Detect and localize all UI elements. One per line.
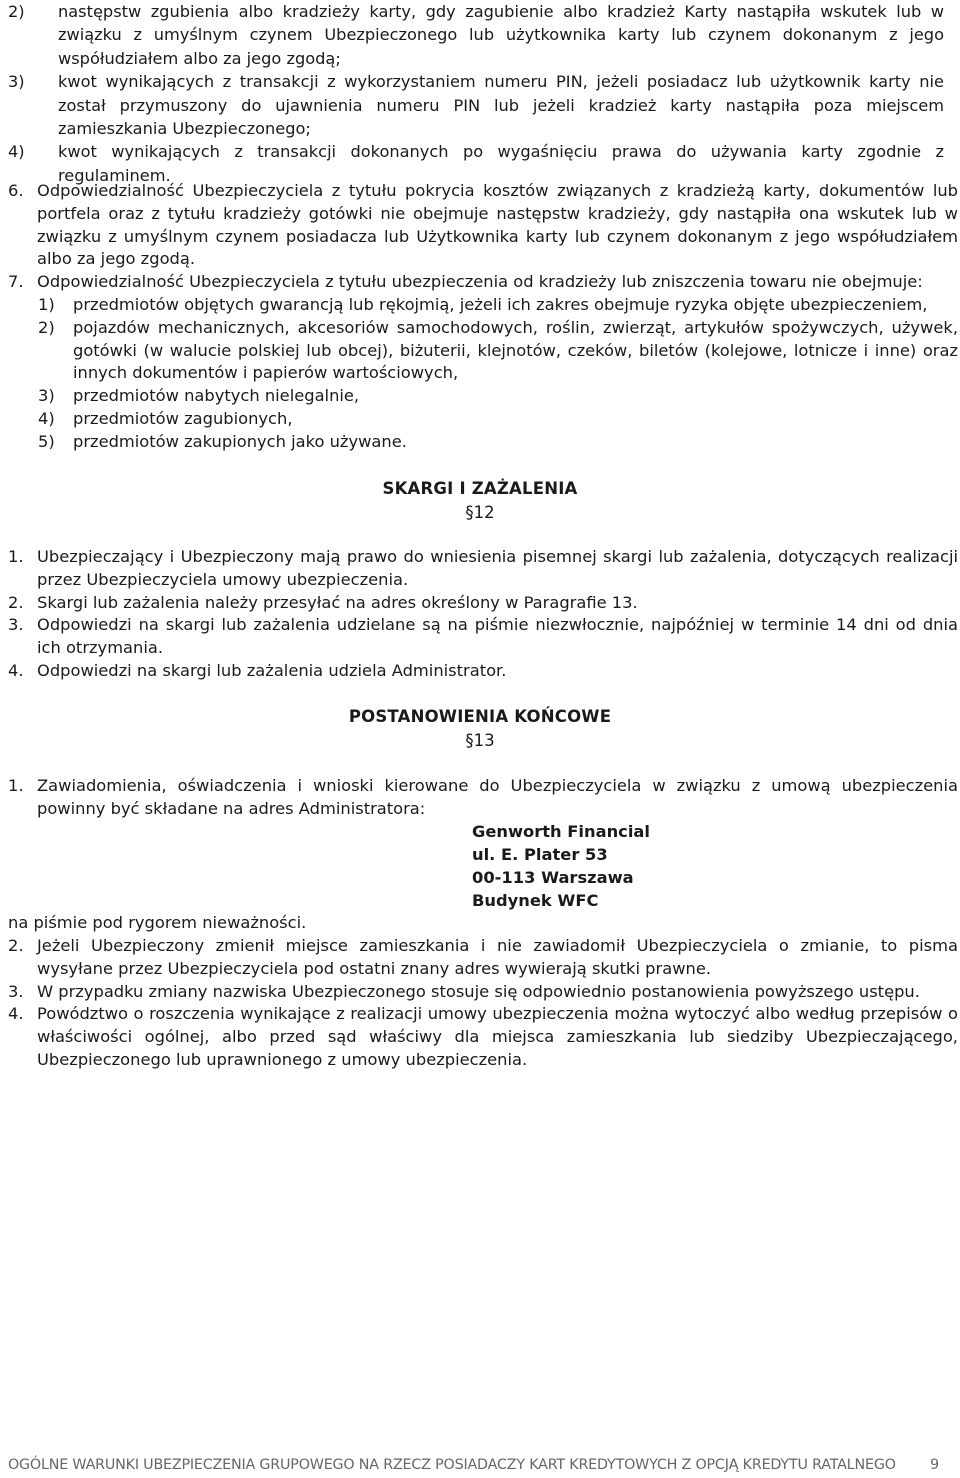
list-item: [8, 271, 958, 294]
item-number: 4.: [8, 1004, 24, 1024]
item-text: Skargi lub zażalenia należy przesyłać na adres określony w Paragrafie 13.: [37, 592, 638, 612]
address-line: ul. E. Plater 53: [472, 845, 608, 864]
item-number: 4.: [8, 660, 24, 680]
item-number: 5): [38, 431, 55, 451]
address-line: Genworth Financial: [472, 822, 650, 841]
item-text: przedmiotów objętych gwarancją lub rękojmią, jeżeli ich zakres obejmuje ryzyka objęte ubezpieczeniem,: [73, 295, 928, 314]
paragraph-number: §13: [465, 731, 495, 750]
list-item: [38, 317, 958, 385]
list-item: [8, 546, 958, 592]
item-text: Odpowiedzialność Ubezpieczyciela z tytułu pokrycia kosztów związanych z kradzieżą karty, dokumentów lub portfela oraz z tytułu kradzieży gotówki nie obejmuje następstw kradzieży, gdy nastąpiła ona wskutek lub w związku z umyślnym czynem posiadacza lub Użytkownika karty lub czynem dokonanym z jego współudziałem albo za jego zgodą.: [37, 181, 958, 269]
item-text: przedmiotów zagubionych,: [73, 408, 293, 428]
item-text: Jeżeli Ubezpieczony zmienił miejsce zamieszkania i nie zawiadomił Ubezpieczyciela o zmianie, to pisma wysyłane przez Ubezpieczyciela pod ostatni znany adres wywierają skutki prawne.: [37, 936, 958, 978]
section-12-list: [8, 546, 958, 683]
item-number: 3.: [8, 615, 24, 635]
item-number: 4): [38, 408, 55, 428]
page-number: 9: [930, 1457, 940, 1473]
list-item: [38, 431, 958, 454]
item-number: 2): [8, 2, 25, 21]
item-text: Odpowiedzi na skargi lub zażalenia udzielane są na piśmie niezwłocznie, najpóźniej w terminie 14 dni od dnia ich otrzymania.: [37, 615, 958, 658]
item-number: 2.: [8, 936, 24, 955]
item-number: 7.: [8, 272, 24, 291]
item-number: 6.: [8, 181, 24, 200]
item-number: 1.: [8, 547, 24, 566]
item-text: przedmiotów zakupionych jako używane.: [73, 431, 407, 451]
item-number: 2): [38, 317, 55, 337]
point-6: [8, 180, 958, 271]
item-text: W przypadku zmiany nazwiska Ubezpieczonego stosuje się odpowiednio postanowienia powyższego ustępu.: [37, 981, 920, 1001]
list-item: [8, 935, 958, 981]
point-7-sublist: [38, 294, 958, 454]
page-footer: [0, 1453, 960, 1478]
section-13-list: [8, 935, 958, 1072]
section-title: SKARGI I ZAŻALENIA: [382, 479, 578, 498]
item-number: 3): [38, 386, 55, 406]
item-text: Odpowiedzi na skargi lub zażalenia udziela Administrator.: [37, 660, 507, 680]
address-line: 00-113 Warszawa: [472, 868, 634, 887]
item-text: pojazdów mechanicznych, akcesoriów samochodowych, roślin, zwierząt, artykułów spożywczych, używek, gotówki (w walucie polskiej lub obcej), biżuterii, klejnotów, czeków, biletów (kolejowe, lotnicze i inne) oraz innych dokumentów i papierów wartościowych,: [73, 317, 958, 383]
list-item: [38, 385, 958, 408]
item-number: 3.: [8, 981, 24, 1001]
item-text: kwot wynikających z transakcji z wykorzystaniem numeru PIN, jeżeli posiadacz lub użytkownik karty nie został przymuszony do ujawnienia numeru PIN lub jeżeli kradzież karty nastąpiła poza miejscem zamieszkania Ubezpieczonego;: [58, 72, 944, 139]
list-item: [8, 1003, 958, 1071]
item-number: 1): [38, 295, 55, 314]
item-text: Ubezpieczający i Ubezpieczony mają prawo do wniesienia pisemnej skargi lub zażalenia, dotyczących realizacji przez Ubezpieczyciela umowy ubezpieczenia.: [37, 547, 958, 589]
administrator-address: [472, 820, 650, 912]
section-title: POSTANOWIENIA KOŃCOWE: [348, 707, 612, 726]
item-text: Powództwo o roszczenia wynikające z realizacji umowy ubezpieczenia można wytoczyć albo według przepisów o właściwości ogólnej, albo przed sąd właściwy dla miejsca zamieszkania lub siedziby Ubezpieczającego, Ubezpieczonego lub uprawnionego z umowy ubezpieczenia.: [37, 1004, 958, 1069]
list-item: [8, 70, 944, 140]
list-item: [8, 180, 958, 271]
item-text: Zawiadomienia, oświadczenia i wnioski kierowane do Ubezpieczyciela w związku z umową ubezpieczenia powinny być składane na adres Administratora:: [37, 776, 958, 818]
list-item: [8, 660, 958, 683]
list-item: [8, 981, 958, 1004]
list-item: [8, 775, 958, 821]
exclusions-list: [8, 0, 944, 187]
list-item: [38, 294, 958, 317]
item-number: 2.: [8, 592, 24, 612]
address-line: Budynek WFC: [472, 891, 599, 910]
list-item: [8, 614, 958, 660]
item-text: Odpowiedzialność Ubezpieczyciela z tytułu ubezpieczenia od kradzieży lub zniszczenia towaru nie obejmuje:: [37, 272, 923, 291]
list-item: [8, 0, 944, 70]
point-7: [8, 271, 958, 294]
item-number: 1.: [8, 776, 24, 795]
item-number: 4): [8, 142, 25, 162]
paragraph-number: §12: [465, 503, 495, 522]
item-text: następstw zgubienia albo kradzieży karty, gdy zagubienie albo kradzież Karty nastąpiła wskutek lub w związku z umyślnym czynem Ubezpieczonego lub użytkownika karty lub czynem dokonanym z jego współudziałem albo za jego zgodą;: [58, 2, 944, 68]
item-text: kwot wynikających z transakcji dokonanych po wygaśnięciu prawa do używania karty zgodnie z regulaminem.: [58, 142, 944, 185]
section-13-item-1: [8, 775, 958, 821]
item-number: 3): [8, 72, 25, 92]
footer-title: OGÓLNE WARUNKI UBEZPIECZENIA GRUPOWEGO NA RZECZ POSIADACZY KART KREDYTOWYCH Z OPCJĄ KREDYTU RATALNEGO: [8, 1457, 896, 1473]
list-item: [8, 592, 958, 615]
address-note: na piśmie pod rygorem nieważności.: [8, 913, 307, 932]
list-item: [38, 408, 958, 431]
item-text: przedmiotów nabytych nielegalnie,: [73, 386, 360, 406]
